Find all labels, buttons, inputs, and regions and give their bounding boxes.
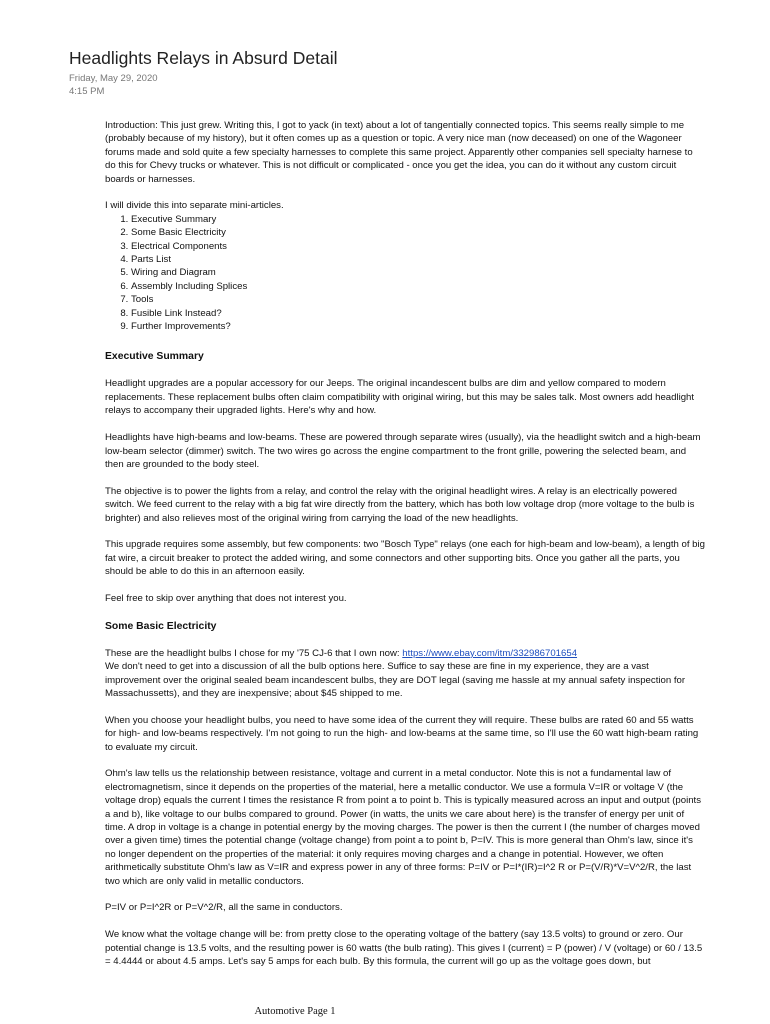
- list-item: 5. Wiring and Diagram: [131, 266, 705, 279]
- section-heading-executive-summary: Executive Summary: [105, 351, 204, 363]
- list-item: 9. Further Improvements?: [131, 320, 705, 333]
- page-date: Friday, May 29, 2020: [69, 73, 158, 84]
- paragraph: P=IV or P=I^2R or P=V^2/R, all the same in conductors.: [105, 902, 343, 914]
- paragraph: [105, 647, 705, 701]
- bulb-discussion-text: We don't need to get into a discussion of all the bulb options here. Suffice to say these are fine in my experience, they are a vast improvement over the original sealed beam incandescent bulbs, they are DOT legal (saving me hassle at my annual safety inspection for Massachussetts), and they are inexpensive; about $45 shipped to me.: [105, 661, 686, 699]
- list-item: 8. Fusible Link Instead?: [131, 307, 705, 320]
- section-heading-basic-electricity: Some Basic Electricity: [105, 620, 217, 632]
- page-meta: [69, 72, 158, 98]
- paragraph: The objective is to power the lights from a relay, and control the relay with the original headlight wires. A relay is an electrically powered switch. We feed current to the relay with a big fat wire directly from the battery, which has both low voltage drop (more voltage to the bulb is brighter) and also relieves most of the original wiring from carrying the load of the new headlights.: [105, 485, 695, 524]
- page-time: 4:15 PM: [69, 86, 105, 97]
- bulb-intro-text: These are the headlight bulbs I chose for my '75 CJ-6 that I own now:: [105, 647, 403, 659]
- list-item: 4. Parts List: [131, 253, 705, 266]
- list-item: 1. Executive Summary: [131, 213, 705, 226]
- paragraph: This upgrade requires some assembly, but few components: two "Bosch Type" relays (one each for high-beam and low-beam), a length of big fat wire, a circuit breaker to protect the added wiring, and some connectors and other supporting bits. Once you gather all the parts, you should be able to do this in an afternoon easily.: [105, 539, 705, 578]
- page-footer: Automotive Page 1: [254, 1006, 336, 1017]
- paragraph: Headlights have high-beams and low-beams. These are powered through separate wires (usually), via the headlight switch and a high-beam low-beam selector (dimmer) switch. The two wires go across the engine compartment to the front grille, powering the selected beam, and then are grounded to the body steel.: [105, 432, 701, 470]
- paragraph: When you choose your headlight bulbs, you need to have some idea of the current they will require. These bulbs are rated 60 and 55 watts for high- and low-beams respectively. I'm not going to run the high- and low-beams at the same time, so I'll use the 60 watt high-beam rating to evaluate my circuit.: [105, 714, 699, 753]
- paragraph: Feel free to skip over anything that does not interest you.: [105, 592, 347, 604]
- list-intro: I will divide this into separate mini-articles.: [105, 200, 284, 212]
- page-title: Headlights Relays in Absurd Detail: [69, 48, 338, 68]
- ebay-link[interactable]: https://www.ebay.com/itm/332986701654: [402, 647, 578, 659]
- list-item: 7. Tools: [131, 293, 705, 306]
- list-item: 6. Assembly Including Splices: [131, 280, 705, 293]
- intro-paragraph: Introduction: This just grew. Writing this, I got to yack (in text) about a lot of tangentially connected topics. This seems really simple to me (probably because of my history), but it often comes up as a question or topic. A very nice man (now deceased) on one of the Wagoneer forums made and sold quite a few specialty harnesses to complete this same project. Apparently other companies sell specialty harnese to do this for Chevy trucks or whatever. This is not difficult or complicated - once you get the idea, you can do it without any custom circuit boards or harnesses.: [105, 120, 693, 185]
- paragraph: Headlight upgrades are a popular accessory for our Jeeps. The original incandescent bulbs are dim and yellow compared to modern replacements. These replacement bulbs often claim compatibility with original wiring, but this may be sales talk. Most owners add headlight relays to accompany their upgraded lights. Here's why and how.: [105, 378, 695, 417]
- article-list: [105, 213, 705, 334]
- list-item: 2. Some Basic Electricity: [131, 226, 705, 239]
- paragraph: We know what the voltage change will be: from pretty close to the operating voltage of the battery (say 13.5 volts) to ground or zero. Our potential change is 13.5 volts, and the resulting power is 60 watts (the bulb rating). This gives I (current) = P (power) / V (voltage) or 60 / 13.5 = 4.4444 or about 4.5 amps. Let's say 5 amps for each bulb. By this formula, the current will go up as the voltage goes down, but: [105, 929, 703, 967]
- paragraph: Ohm's law tells us the relationship between resistance, voltage and current in a metal conductor. Note this is not a fundamental law of electromagnetism, since it depends on the properties of the material, here a metallic conductor. We use a formula V=IR or voltage V (the voltage drop) equals the current I times the resistance R from point a to point b. This is typically measured across an input and output (points a and b), like voltage to our bulbs compared to ground. Power (in watts, the units we care about here) is the transfer of energy per unit of time. A drop in voltage is a change in potential energy by the moving charges. The power is then the current I (the number of charges moved over a given time) times the potential change (voltage change) from point a to point b, P=IV. This is more general than Ohm's law, since it's no longer dependent on the properties of the material: it only requires moving charges and a change in potential. However, we often arithmetically substitute Ohm's law as V=IR and express power in any of three forms: P=IV or P=I*(IR)=I^2 R or P=(V/R)*V=V^2/R, the last two which are only valid in metallic conductors.: [105, 768, 702, 887]
- list-item: 3. Electrical Components: [131, 240, 705, 253]
- note-body: [105, 119, 705, 982]
